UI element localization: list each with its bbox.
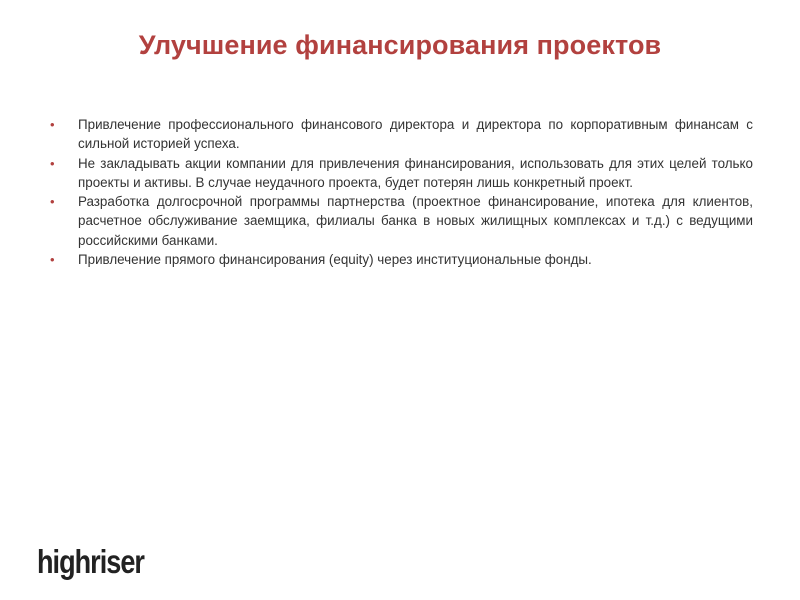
bullet-icon: •: [50, 155, 55, 171]
bullet-text: Разработка долгосрочной программы партнерства (проектное финансирование, ипотека для клиентов, расчетное обслуживание заемщика, филиалы банка в новых жилищных комплексах и т.д.) с ведущими российскими банками.: [78, 194, 753, 248]
list-item: [50, 154, 753, 193]
bullet-icon: •: [50, 252, 55, 268]
bullet-text: Привлечение прямого финансирования (equity) через институциональные фонды.: [78, 252, 592, 268]
list-item: [50, 250, 753, 269]
bullet-icon: •: [50, 117, 55, 132]
highriser-logo: highriser: [37, 543, 144, 580]
bullet-text: Привлечение профессионального финансового директора и директора по корпоративным финансам с сильной историей успеха.: [78, 117, 753, 152]
list-item: [50, 115, 753, 154]
bullet-icon: •: [50, 194, 55, 210]
slide-title: Улучшение финансирования проектов: [138, 30, 662, 60]
list-item: [50, 192, 753, 250]
bullet-list: [50, 115, 753, 269]
bullet-text: Не закладывать акции компании для привлечения финансирования, использовать для этих целей только проекты и активы. В случае неудачного проекта, будет потерян лишь конкретный проект.: [78, 155, 753, 190]
